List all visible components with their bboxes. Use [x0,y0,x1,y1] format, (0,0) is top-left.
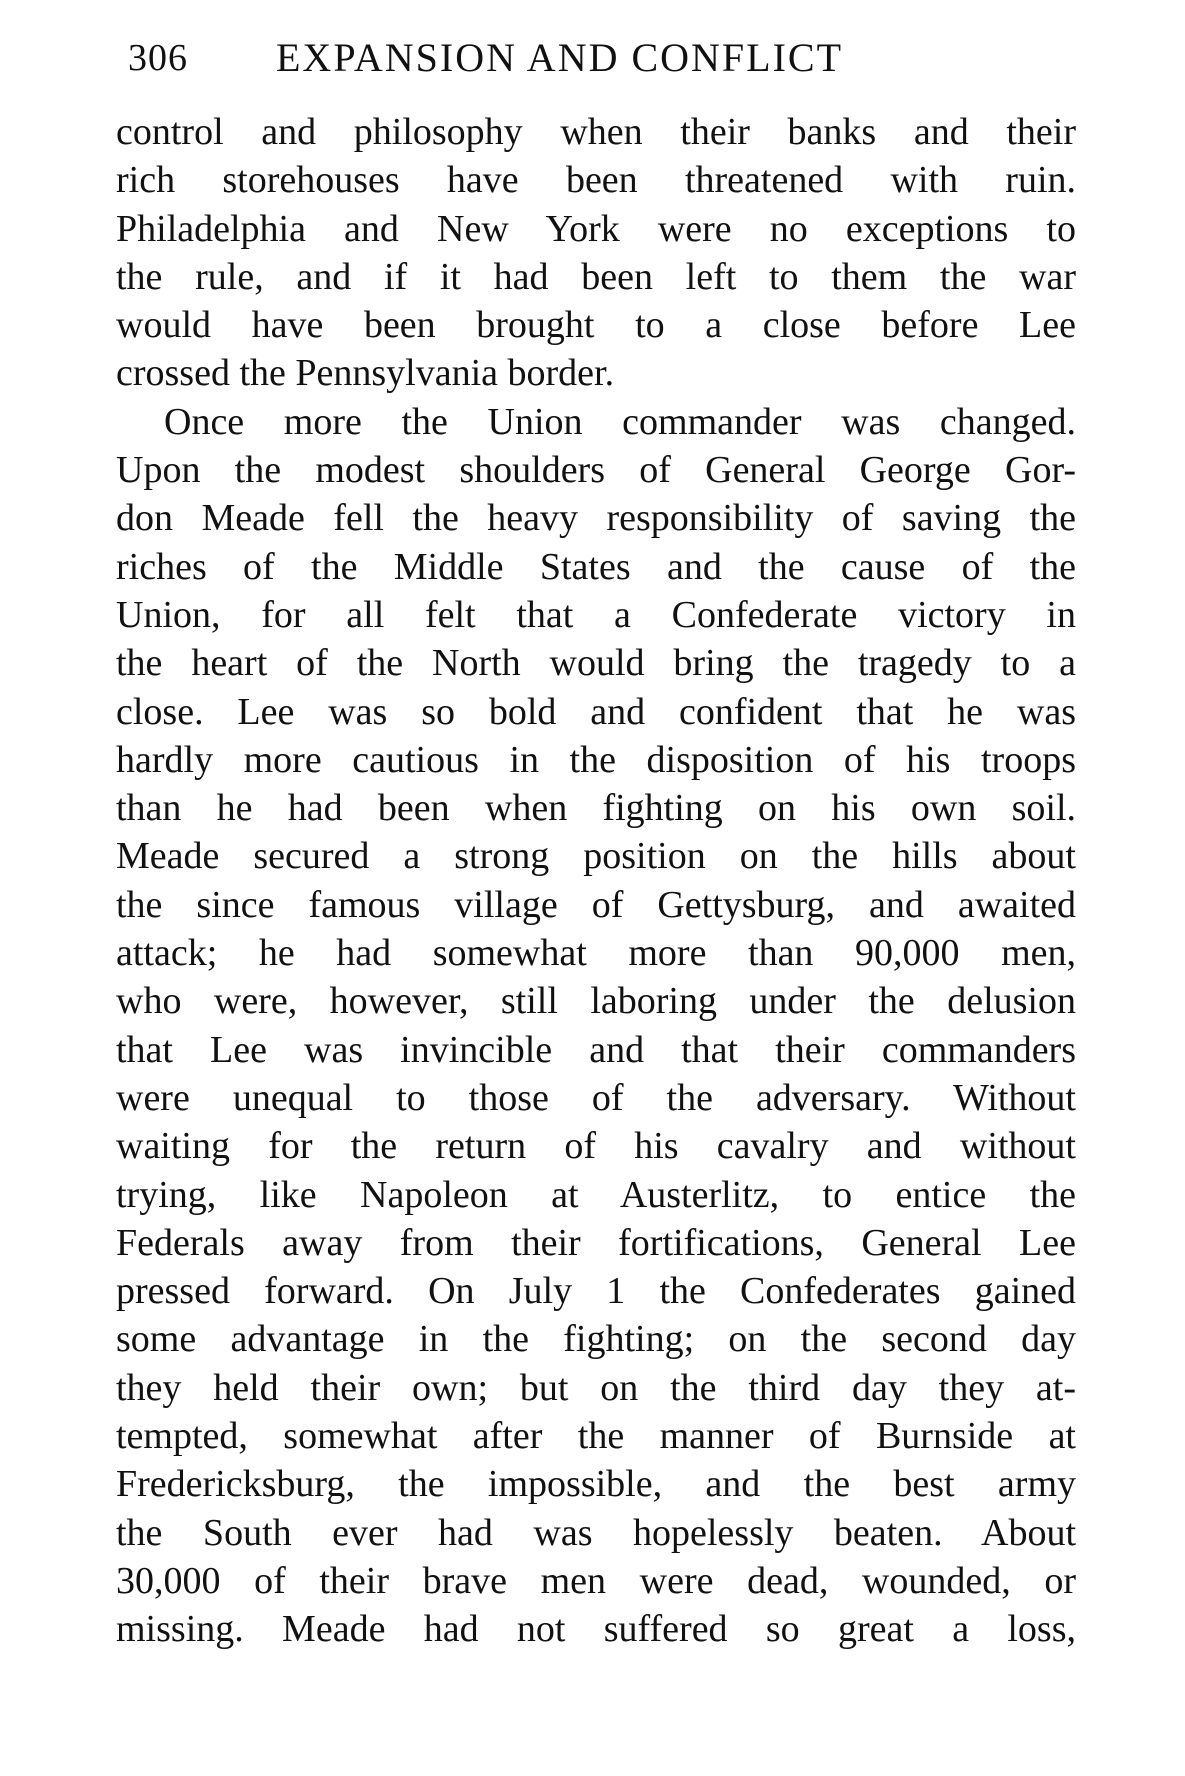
text-line: rich storehouses have been threatened with ruin. [116,159,1076,202]
text-line: the South ever had was hopelessly beaten. About [116,1511,1076,1554]
text-line: were unequal to those of the adversary. Without [116,1076,1076,1119]
paragraph-1 [116,108,1076,398]
text-line: pressed forward. On July 1 the Confederates gained [116,1270,1076,1313]
text-line: riches of the Middle States and the cause of the [116,545,1076,588]
text-line: the since famous village of Gettysburg, and awaited [116,883,1076,926]
text-line: hardly more cautious in the disposition of his troops [116,738,1076,781]
text-line: Once more the Union commander was changed. [164,400,1076,443]
text-line: Meade secured a strong position on the hills about [116,835,1076,878]
text-line: tempted, somewhat after the manner of Burnside at [116,1415,1076,1458]
text-line: Federals away from their fortifications, General Lee [116,1221,1076,1264]
text-line: waiting for the return of his cavalry and without [116,1125,1076,1168]
text-line: Philadelphia and New York were no exceptions to [116,207,1076,250]
text-line: who were, however, still laboring under the delusion [116,980,1076,1023]
text-line: trying, like Napoleon at Austerlitz, to entice the [116,1173,1076,1216]
text-line: don Meade fell the heavy responsibility of saving the [116,497,1076,540]
text-line: attack; he had somewhat more than 90,000 men, [116,932,1076,975]
text-line: the heart of the North would bring the tragedy to a [116,642,1076,685]
body-text [116,108,1076,1654]
text-line: control and philosophy when their banks and their [116,111,1076,153]
text-line: they held their own; but on the third day they at- [116,1366,1076,1409]
page-number: 306 [128,37,188,79]
paragraph-2 [116,398,1076,1654]
text-line: Union, for all felt that a Confederate victory in [116,593,1076,636]
text-line: that Lee was invincible and that their commanders [116,1028,1076,1071]
running-head [128,28,1078,88]
text-line: missing. Meade had not suffered so great a loss, [116,1608,1076,1651]
text-line: the rule, and if it had been left to them the war [116,255,1076,298]
text-line: would have been brought to a close before Lee [116,304,1076,347]
text-line: 30,000 of their brave men were dead, wounded, or [116,1559,1076,1602]
running-title: EXPANSION AND CONFLICT [276,35,844,80]
text-line: some advantage in the fighting; on the second day [116,1318,1076,1361]
text-line: Upon the modest shoulders of General George Gor- [116,449,1076,492]
text-line: than he had been when fighting on his own soil. [116,787,1076,830]
text-line: close. Lee was so bold and confident that he was [116,690,1076,733]
text-line: Fredericksburg, the impossible, and the best army [116,1463,1076,1506]
text-line: crossed the Pennsylvania border. [116,352,615,395]
